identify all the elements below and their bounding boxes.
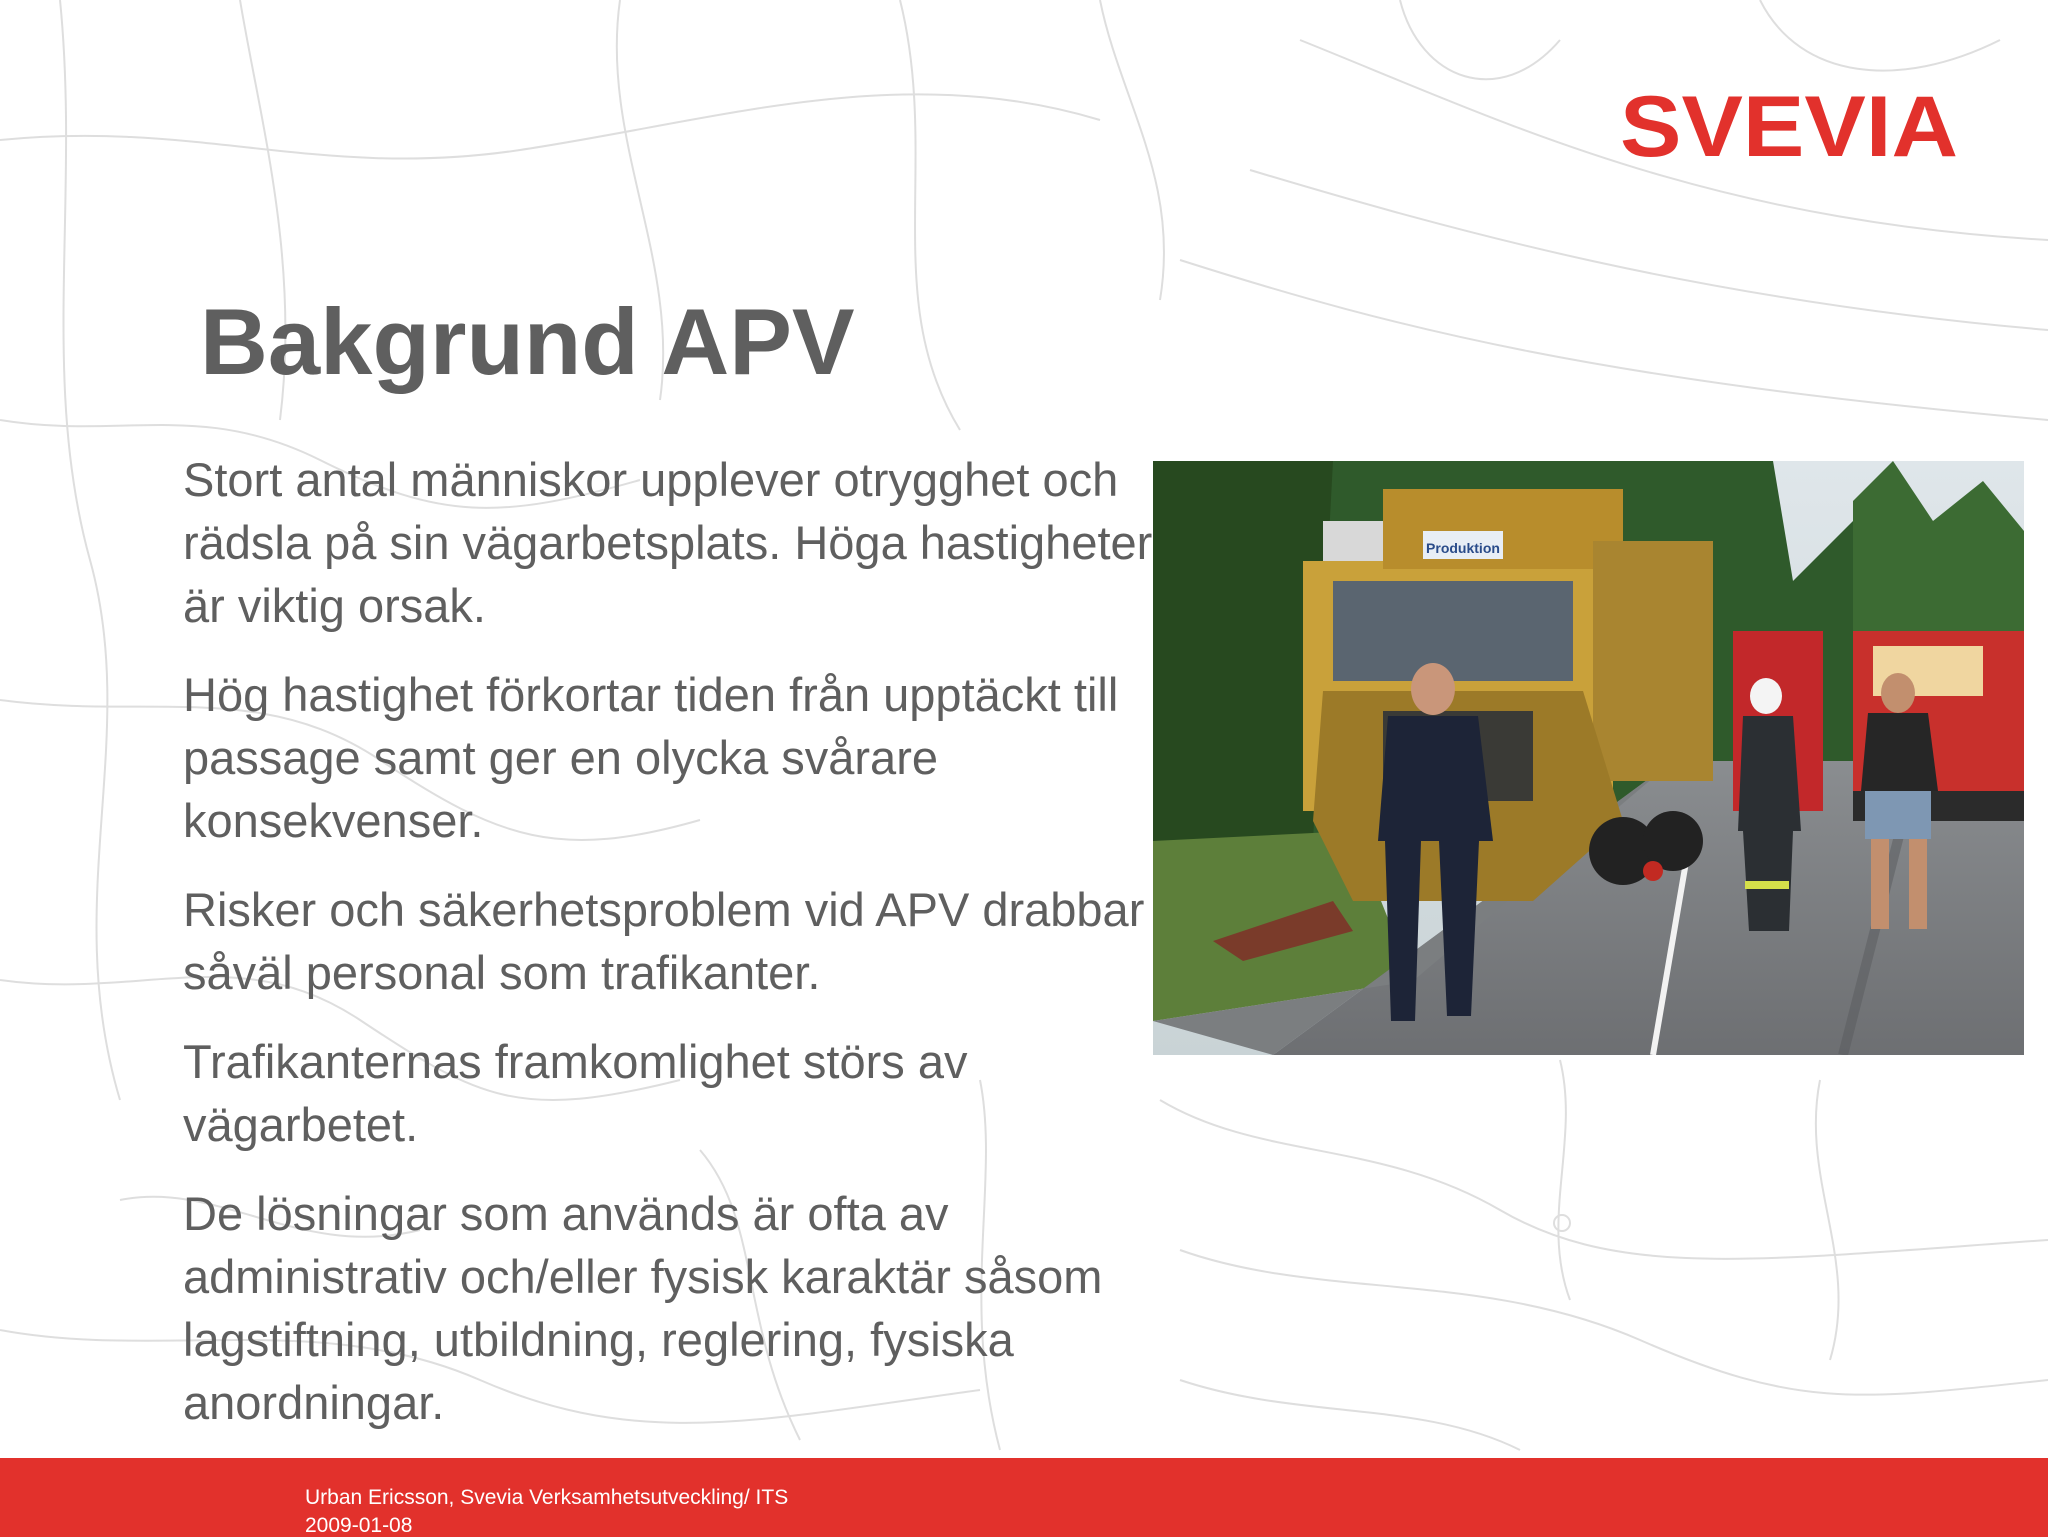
paragraph-4: Trafikanternas framkomlighet störs av vägarbetet.: [183, 1035, 968, 1151]
paragraph-3: Risker och säkerhetsproblem vid APV drabbar såväl personal som trafikanter.: [183, 883, 1145, 999]
slide-title: Bakgrund APV: [200, 289, 855, 394]
svevia-logo: [1620, 78, 1960, 168]
logo-text: SVEVIA: [1620, 79, 1958, 168]
truck-sign-text: Produktion: [1426, 540, 1500, 556]
footer-author: Urban Ericsson, Svevia Verksamhetsutveckling/ ITS: [305, 1486, 789, 1509]
paragraph-2: Hög hastighet förkortar tiden från upptäckt till passage samt ger en olycka svårare konsekvenser.: [183, 668, 1119, 847]
footer-bar: [0, 1458, 2048, 1537]
accident-photo: [1153, 461, 2024, 1055]
paragraph-5: De lösningar som används är ofta av administrativ och/eller fysisk karaktär såsom lagstiftning, utbildning, reglering, fysiska anordningar.: [183, 1187, 1103, 1429]
body-text: [183, 448, 1163, 1460]
footer-date: 2009-01-08: [305, 1514, 413, 1537]
paragraph-1: Stort antal människor upplever otrygghet och rädsla på sin vägarbetsplats. Höga hastigheter är viktig orsak.: [183, 453, 1153, 632]
